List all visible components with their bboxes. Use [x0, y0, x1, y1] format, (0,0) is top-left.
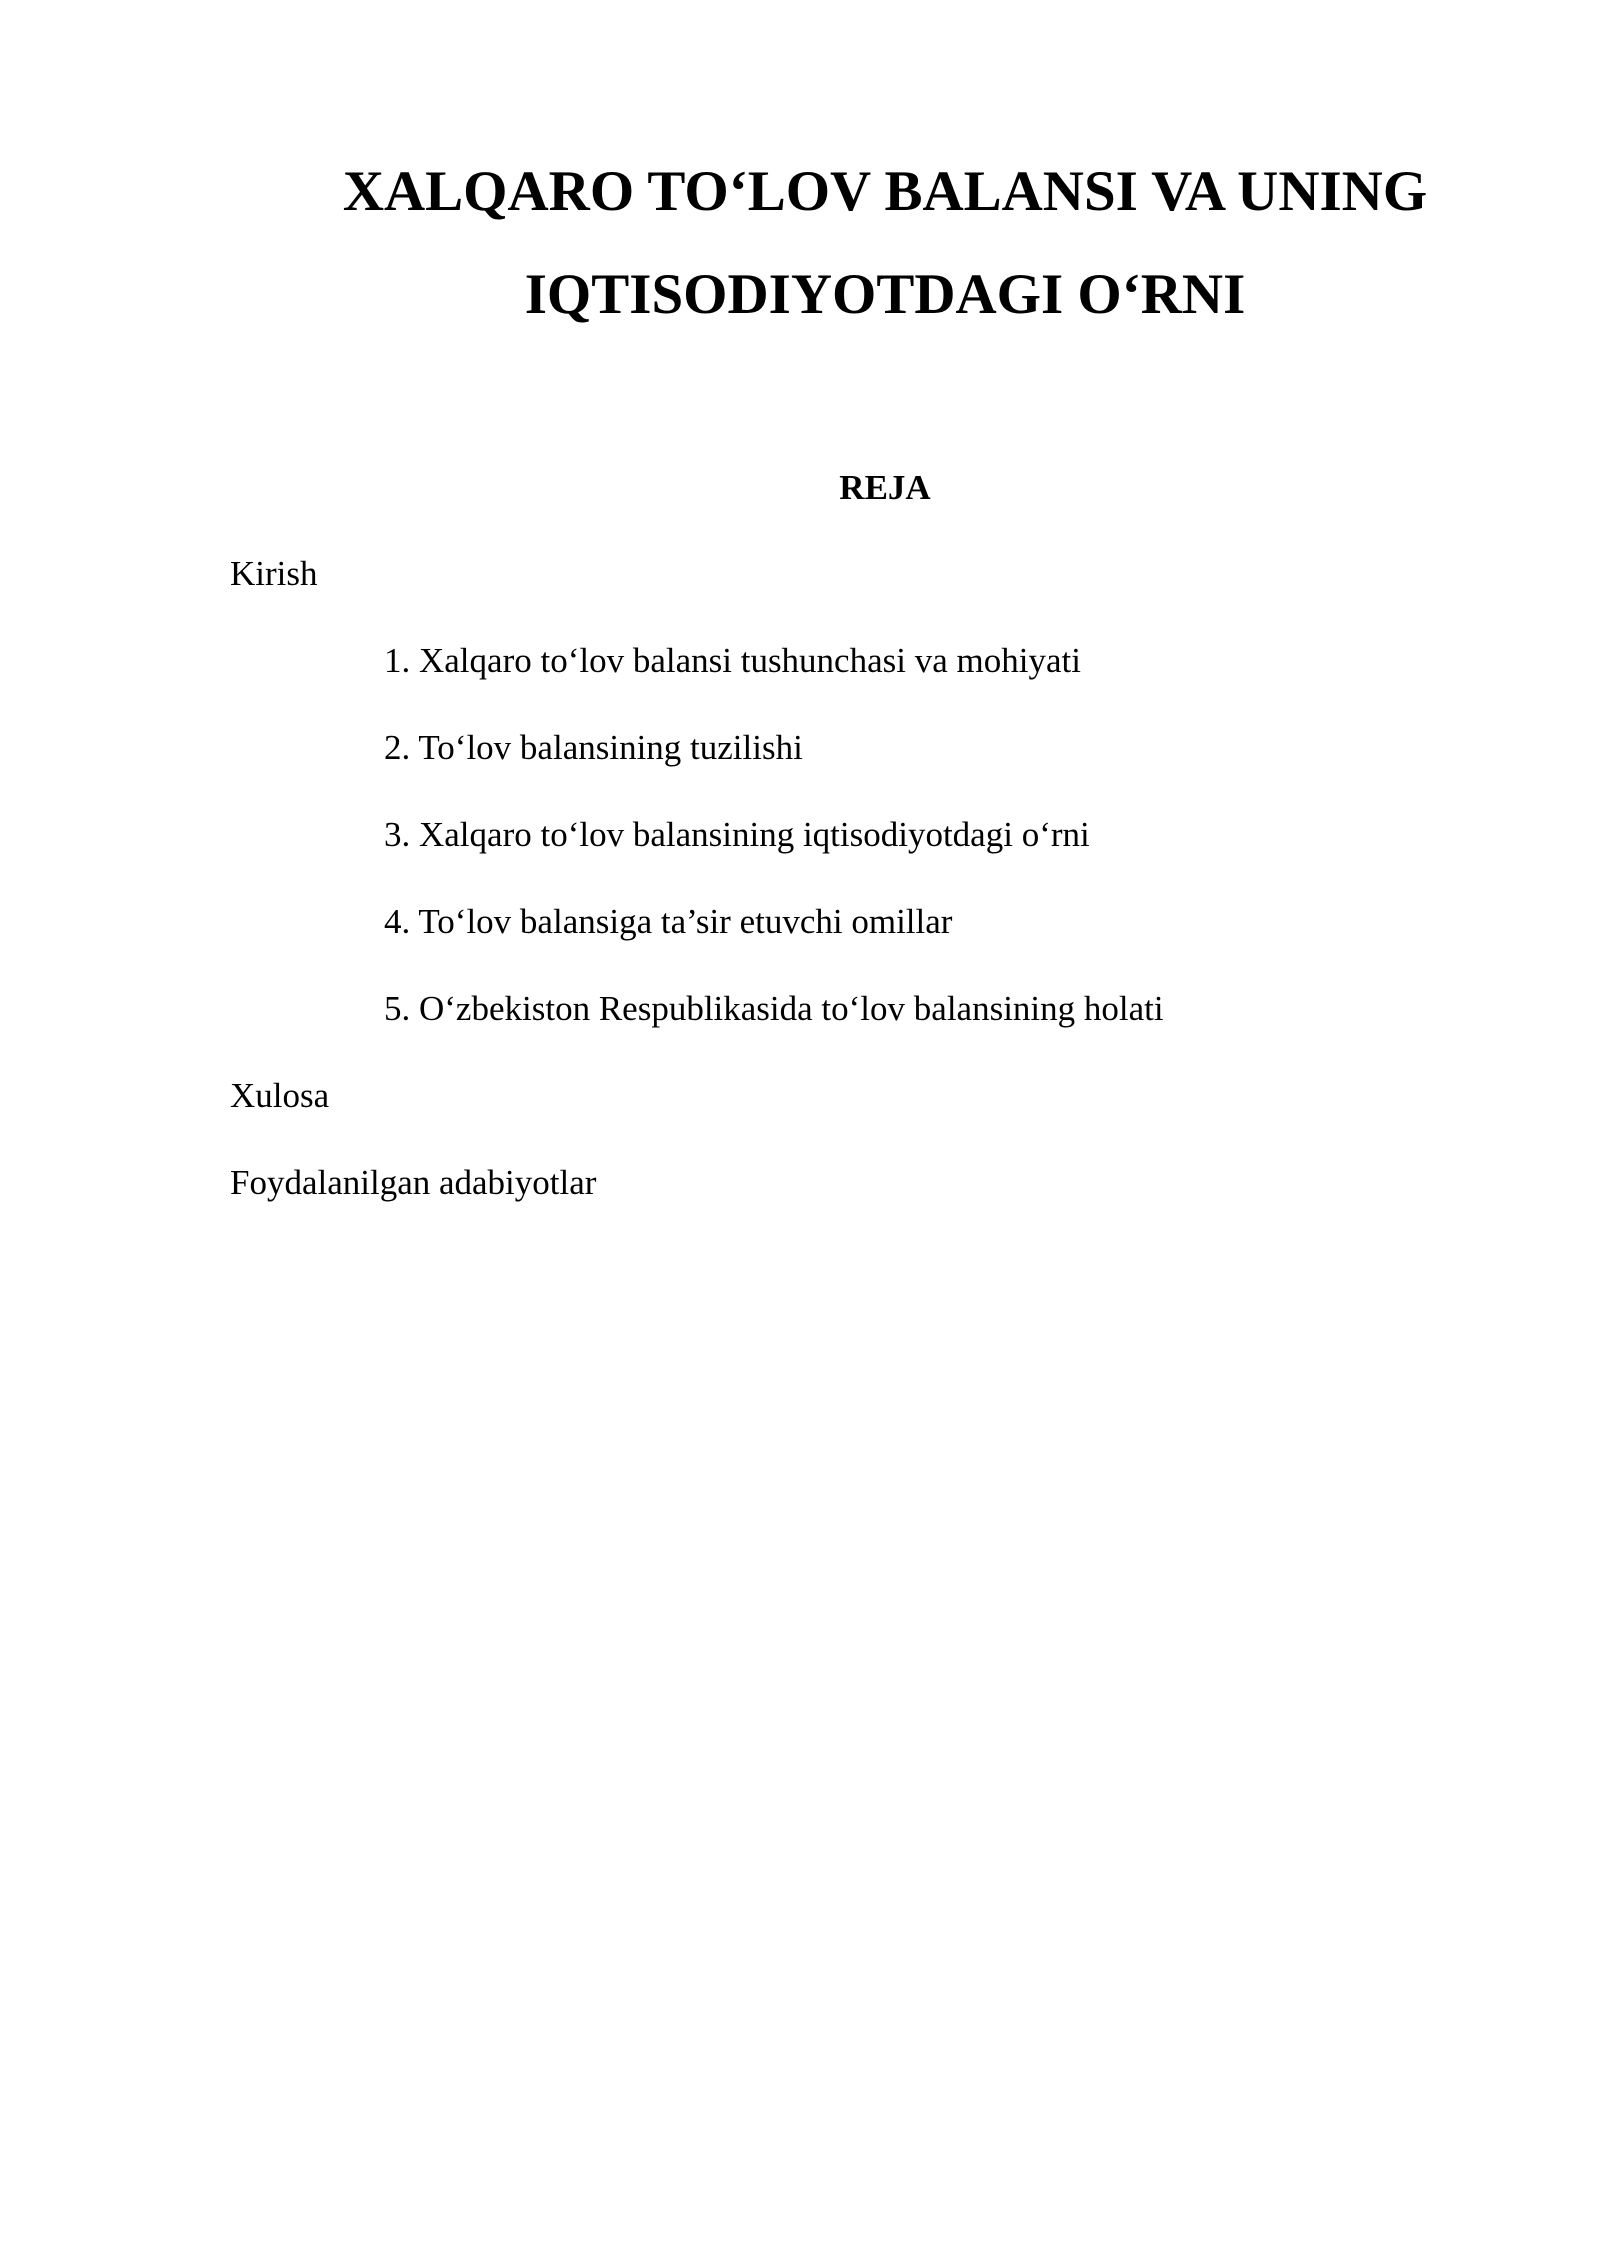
plan-item-4: 4. To‘lov balansiga ta’sir etuvchi omillar: [384, 902, 953, 941]
plan-item-3: 3. Xalqaro to‘lov balansining iqtisodiyotdagi o‘rni: [384, 815, 1090, 854]
references-entry: Foydalanilgan adabiyotlar: [230, 1163, 597, 1202]
title-line-2: IQTISODIYOTDAGI O‘RNI: [524, 263, 1246, 326]
plan-item-5: 5. O‘zbekiston Respublikasida to‘lov balansining holati: [384, 989, 1164, 1028]
title-line-1: XALQARO TO‘LOV BALANSI VA UNING: [342, 160, 1428, 223]
plan-item-2: 2. To‘lov balansining tuzilishi: [384, 728, 803, 767]
plan-item-1: 1. Xalqaro to‘lov balansi tushunchasi va mohiyati: [384, 641, 1081, 680]
conclusion-entry: Xulosa: [230, 1076, 330, 1115]
introduction-entry: Kirish: [230, 554, 318, 593]
document-title: [230, 140, 1540, 346]
plan-heading: REJA: [839, 468, 931, 507]
